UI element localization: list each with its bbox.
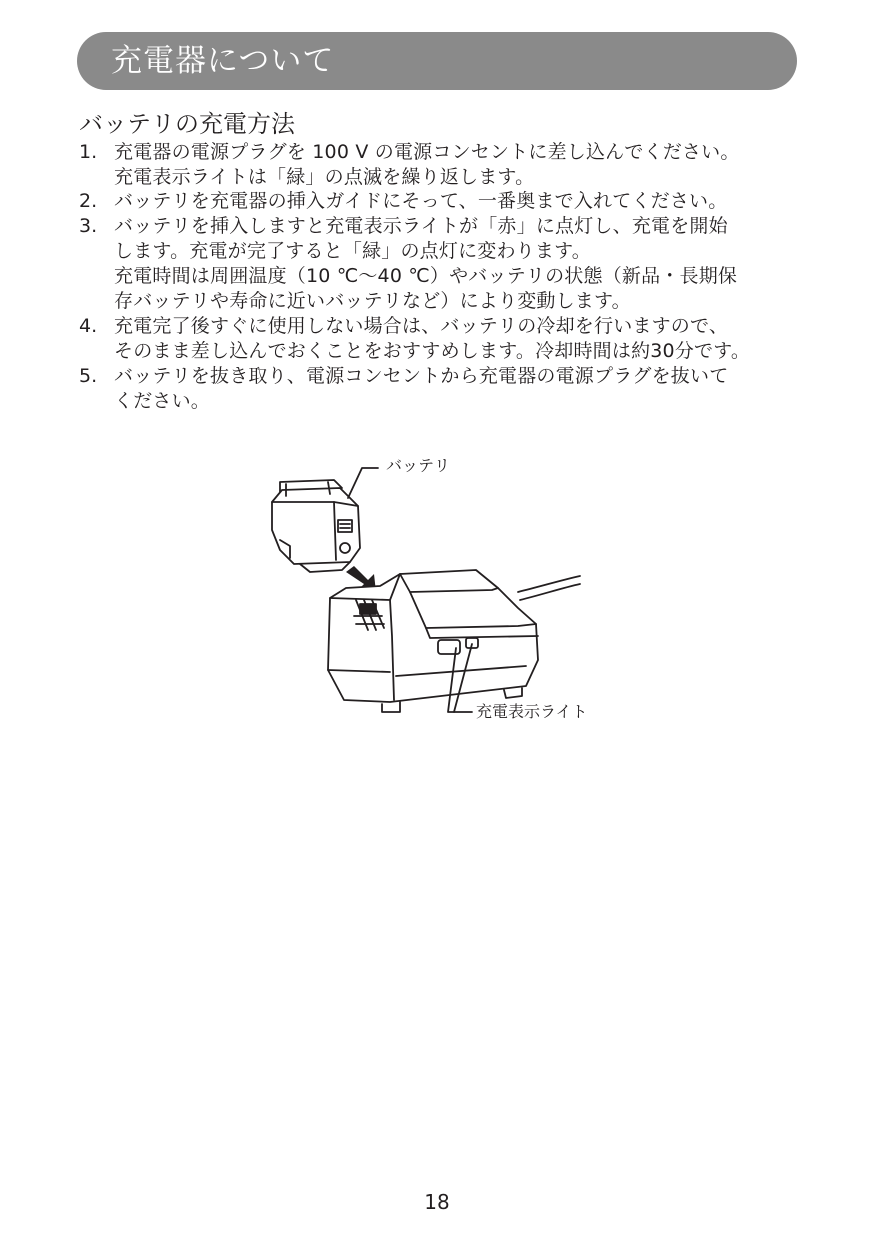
step-text-line: そのまま差し込んでおくことをおすすめします。冷却時間は約30分です。 xyxy=(114,340,751,362)
charger-illustration xyxy=(250,440,650,740)
page-title: 充電器について xyxy=(111,43,335,79)
step-number: 5. xyxy=(79,365,98,387)
battery-pack-drawing xyxy=(272,480,360,572)
step-text-line: バッテリを挿入しますと充電表示ライトが「赤」に点灯し、充電を開始 xyxy=(114,215,728,237)
charger-base-drawing xyxy=(328,570,580,712)
step-text-line: ください。 xyxy=(114,390,211,412)
step-text-line: 充電器の電源プラグを 100 V の電源コンセントに差し込んでください。 xyxy=(114,141,740,163)
step-number: 4. xyxy=(79,315,98,337)
step-text-line: します。充電が完了すると「緑」の点灯に変わります。 xyxy=(114,240,591,262)
step-text-line: 充電時間は周囲温度（10 ℃～40 ℃）やバッテリの状態（新品・長期保 xyxy=(114,265,738,287)
battery-callout-label: バッテリ xyxy=(386,456,451,475)
step-text-line: バッテリを充電器の挿入ガイドにそって、一番奥まで入れてください。 xyxy=(114,190,728,212)
battery-leader-line xyxy=(348,468,378,498)
step-number: 2. xyxy=(79,190,98,212)
step-number: 1. xyxy=(79,141,98,163)
section-header-bar xyxy=(77,32,797,90)
charger-battery-drawing xyxy=(250,440,650,740)
step-text-line: 充電表示ライトは「緑」の点滅を繰り返します。 xyxy=(114,166,535,188)
page-number: 18 xyxy=(424,1190,450,1214)
charge-light-callout-label: 充電表示ライト xyxy=(476,702,588,721)
step-text-line: 充電完了後すぐに使用しない場合は、バッテリの冷却を行いますので、 xyxy=(114,315,729,337)
step-number: 3. xyxy=(79,215,98,237)
step-text-line: バッテリを抜き取り、電源コンセントから充電器の電源プラグを抜いて xyxy=(114,365,729,387)
step-text-line: 存バッテリや寿命に近いバッテリなど）により変動します。 xyxy=(114,290,631,312)
section-heading: バッテリの充電方法 xyxy=(79,110,295,138)
